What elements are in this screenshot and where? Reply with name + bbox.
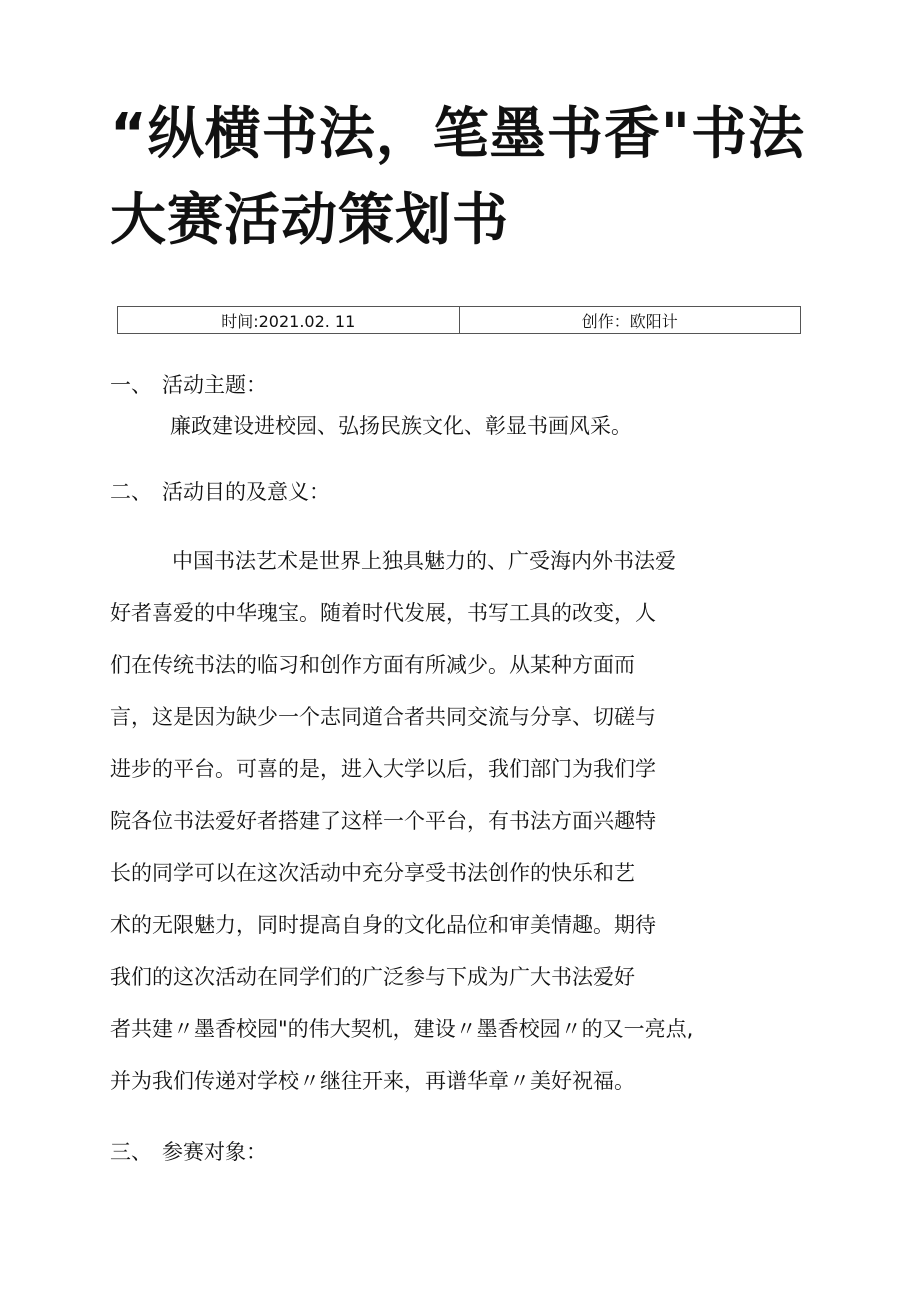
section-3-heading — [110, 1136, 267, 1166]
title-line-2: 大赛活动策划书 — [110, 188, 509, 253]
paragraph-line: 我们的这次活动在同学们的广泛参与下成为广大书法爱好 — [110, 965, 635, 989]
paragraph-line: 言，这是因为缺少一个志同道合者共同交流与分享、切磋与 — [110, 705, 656, 729]
meta-time: 时间:2021.02. 11 — [118, 307, 460, 334]
paragraph-line: 好者喜爱的中华瑰宝。随着时代发展，书写工具的改变，人 — [110, 601, 656, 625]
section-1-title: 活动主题： — [162, 373, 267, 397]
paragraph-line: 并为我们传递对学校〃继往开来，再谱华章〃美好祝福。 — [110, 1069, 635, 1093]
paragraph-line: 术的无限魅力，同时提高自身的文化品位和审美情趣。期待 — [110, 913, 656, 937]
paragraph-line: 中国书法艺术是世界上独具魅力的、广受海内外书法爱 — [172, 549, 676, 573]
section-1-content: 廉政建设进校园、弘扬民族文化、彰显书画风采。 — [170, 414, 632, 438]
title-line-1: “纵横书法，笔墨书香"书法 — [110, 102, 805, 167]
section-2-number: 二、 — [110, 480, 152, 504]
meta-info-table — [117, 306, 801, 334]
paragraph-line: 们在传统书法的临习和创作方面有所减少。从某种方面而 — [110, 653, 635, 677]
paragraph-line: 进步的平台。可喜的是，进入大学以后，我们部门为我们学 — [110, 757, 656, 781]
section-2-title: 活动目的及意义： — [162, 480, 330, 504]
meta-info-row — [118, 307, 801, 334]
section-2-paragraph — [110, 539, 693, 1111]
paragraph-line: 院各位书法爱好者搭建了这样一个平台，有书法方面兴趣特 — [110, 809, 656, 833]
section-3-title: 参赛对象： — [162, 1140, 267, 1164]
section-3-number: 三、 — [110, 1140, 152, 1164]
meta-author: 创作：欧阳计 — [459, 307, 801, 334]
document-title — [110, 92, 810, 264]
paragraph-line: 者共建〃墨香校园"的伟大契机，建设〃墨香校园〃的又一亮点, — [110, 1017, 694, 1041]
section-2-heading — [110, 476, 330, 506]
paragraph-line: 长的同学可以在这次活动中充分享受书法创作的快乐和艺 — [110, 861, 635, 885]
section-1-number: 一、 — [110, 373, 152, 397]
section-1-heading — [110, 369, 267, 399]
